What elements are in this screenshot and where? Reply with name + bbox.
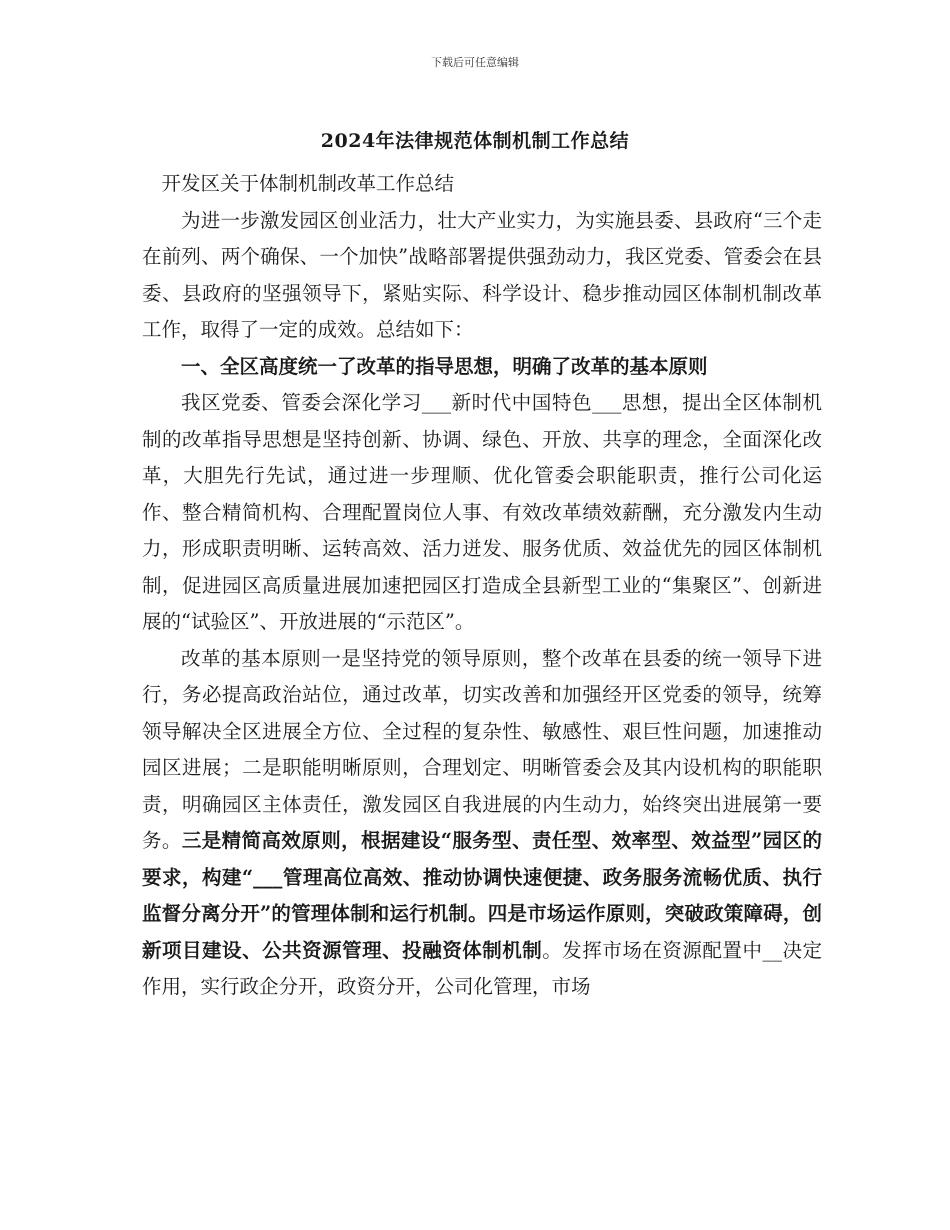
intro-paragraph: 为进一步激发园区创业活力，壮大产业实力，为实施县委、县政府“三个走在前列、两个确保、一个加快”战略部署提供强劲动力，我区党委、管委会在县委、县政府的坚强领导下，紧贴实际、科学设计、稳步推动园区体制机制改革工作，取得了一定的成效。总结如下：	[142, 208, 822, 341]
section-heading-1: 一、全区高度统一了改革的指导思想，明确了改革的基本原则	[181, 354, 708, 378]
download-note: 下载后可任意编辑	[431, 56, 519, 69]
document-subtitle: 开发区关于体制机制改革工作总结	[161, 172, 455, 195]
principles-text-part-1: 改革的基本原则一是坚持党的领导原则，整个改革在县委的统一领导下进行，务必提高政治站位，通过改革，切实改善和加强经开区党委的领导，统筹领导解决全区进展全方位、全过程的复杂性、敏感性、艰巨性问题，加速推动园区进展；二是职能明晰原则，合理划定、明晰管委会及其内设机构的职能职责，明确园区主体责任，激发园区自我进展的内生动力，始终突出进展第一要务。	[142, 646, 822, 852]
document-body	[142, 166, 822, 1006]
principles-text-bold: 三是精简高效原则，根据建设“服务型、责任型、效率型、效益型”园区的要求，构建“___管理高位高效、推动协调快速便捷、政务服务流畅优质、执行监督分离分开”的管理体制和运行机制。四是市场运作原则，突破政策障碍，创新项目建设、公共资源管理、投融资体制机制	[142, 829, 822, 962]
principles-text-part-2: 。发挥市场在资源配置中__决定作用，实行政企分开，政资分开，公司化管理，市场	[142, 938, 822, 998]
guiding-thought-paragraph: 我区党委、管委会深化学习___新时代中国特色___思想，提出全区体制机制的改革指导思想是坚持创新、协调、绿色、开放、共享的理念，全面深化改革，大胆先行先试，通过进一步理顺、优化管委会职能职责，推行公司化运作、整合精简机构、合理配置岗位人事、有效改革绩效薪酬，充分激发内生动力，形成职责明晰、运转高效、活力迸发、服务优质、效益优先的园区体制机制，促进园区高质量进展加速把园区打造成全县新型工业的“集聚区”、创新进展的“试验区”、开放进展的“示范区”。	[142, 391, 822, 633]
principles-paragraph	[142, 641, 822, 1006]
document-title: 2024年法律规范体制机制工作总结	[320, 130, 630, 152]
